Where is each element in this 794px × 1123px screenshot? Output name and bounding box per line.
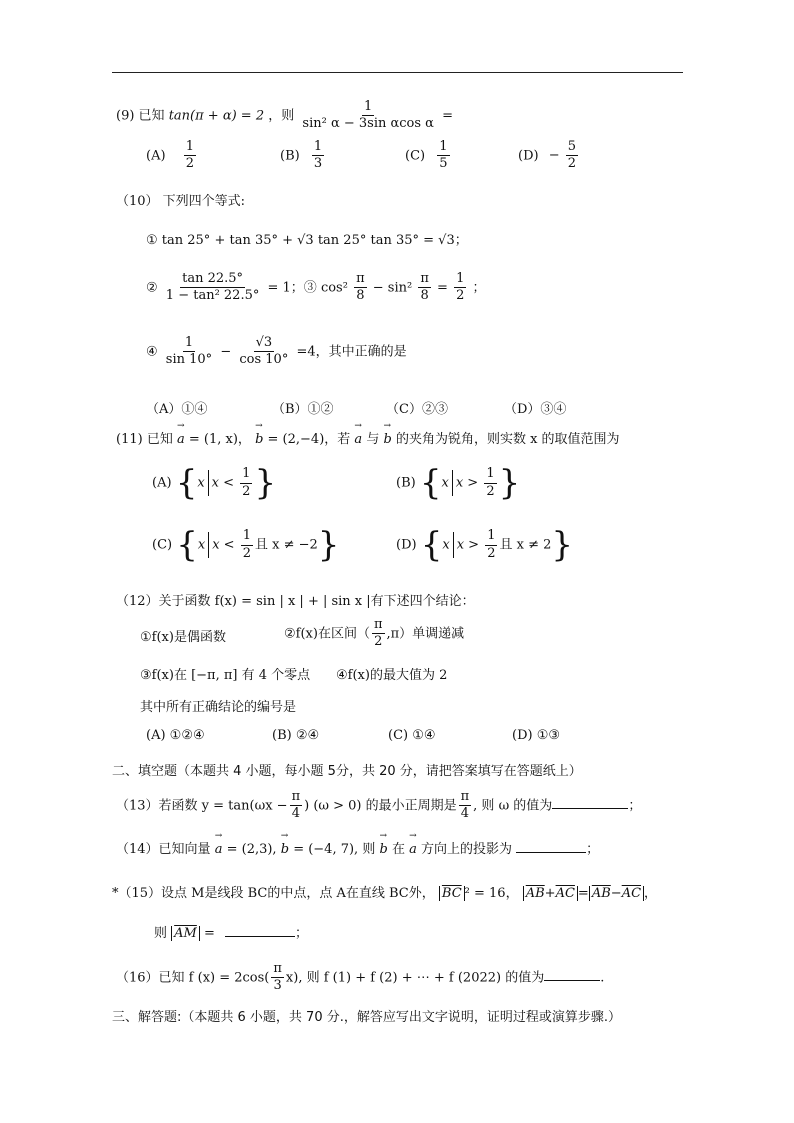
q10-eq3-rden: 2 [456,288,465,304]
q9-option-den: 2 [567,156,577,172]
q9-equals: = [442,108,454,124]
q10-eq3-result [454,272,466,304]
q9-option-num: 1 [184,140,196,156]
q16-frac [271,962,284,994]
q14-end: ； [586,842,600,857]
q11-option-label: (B) [396,475,416,491]
vector-b: → b [383,432,391,447]
q9-option-a [146,140,198,172]
set-variable: x [441,475,449,491]
q10-eq3-mid: − sin² [372,280,413,296]
answer-blank[interactable] [552,796,628,809]
q10-eq4-label: ④ [146,344,158,360]
q10-eq3-end: ； [472,280,486,296]
question-15-line-2 [154,922,308,941]
q10-eq2-num: tan 22.5° [180,272,245,288]
q9-option-label: (C) [405,148,426,164]
answer-blank[interactable] [225,924,295,937]
q9-option-num: 1 [312,140,324,156]
q13-den2: 4 [460,806,470,822]
question-11-stem [116,428,620,447]
section-2-heading: 二、填空题（本题共 4 小题，每小题 5分，共 20 分，请把答案填写在答题纸上） [112,764,582,779]
set-relation: x < [211,475,235,491]
q10-eq3-frac1 [354,272,367,304]
q16-a: （16）已知 f (x) = 2cos( [116,970,270,986]
q14-e: 方向上的投影为 [421,842,513,857]
set-den: 2 [486,483,495,499]
equals-sign: = [204,926,215,941]
vector-a: → a [177,432,185,447]
minus-sign: − [610,886,622,901]
vector-b: → b [255,432,263,447]
q16-end: . [600,970,605,986]
right-brace-icon: } [498,463,521,503]
q9-numerator: 1 [362,100,374,116]
set-bar [452,470,453,496]
q10-eq4-frac2 [237,336,290,368]
q15-comma: ， [644,886,658,901]
q13-frac2 [459,790,472,822]
q9-fraction [300,100,436,132]
q12-c2-num: π [372,618,385,634]
q10-eq3-equals: = [437,280,448,296]
q9-option-value [184,140,196,172]
set-den: 2 [242,545,251,561]
left-brace-icon: { [176,525,198,565]
vector-ab: $\overline{AB}$ [591,886,611,901]
vector-ac: $\overline{AC}$ [555,886,575,901]
question-10-stem: （10） 下列四个等式: [116,194,246,209]
q10-eq3-rnum: 1 [454,272,466,288]
q11-option-b [396,463,521,503]
q10-option-d: （D）③④ [504,402,567,417]
q14-c: = (−4, 7), 则 [293,842,376,857]
question-15-line-1 [112,882,657,901]
answer-blank[interactable] [516,840,586,853]
q9-option-label: (B) [280,148,300,164]
q13-c: , 则 ω 的值为 [473,798,553,814]
equals-sign: = [577,886,589,901]
right-brace-icon: } [551,525,574,565]
q12-option-d: (D) ①③ [512,728,561,743]
right-brace-icon: } [317,525,340,565]
q12-conclusion-3: ③f(x)在 [−π, π] 有 4 个零点 [140,668,311,683]
header-rule [112,72,683,73]
set-num: 1 [485,529,497,545]
q11-stem-b: = (1, x)， [188,432,251,447]
q10-eq4-minus: − [220,344,232,360]
q14-b: = (2,3), [226,842,277,857]
set-bar [453,532,454,558]
left-brace-icon: { [175,463,198,503]
set-variable: x [197,475,205,491]
q10-eq3-num: π [354,272,367,288]
q11-option-d [396,525,574,565]
q15-stem: *（15）设点 M是线段 BC的中点，点 A在直线 BC外， [112,886,435,901]
q10-option-b: （B）①② [272,402,334,417]
q9-option-num: 5 [566,140,578,156]
left-brace-icon: { [419,463,442,503]
q13-end: ； [628,798,642,814]
q10-eq4-frac1 [164,336,214,368]
vector-ab: $\overline{AB}$ [525,886,545,901]
q12-conclusion-1: ①f(x)是偶函数 [140,630,226,645]
q16-b: x), 则 f (1) + f (2) + ⋯ + f (2022) 的值为 [285,970,545,986]
q10-eq3-den: 8 [356,288,365,304]
vector-ac: $\overline{AC}$ [621,886,642,901]
q16-num: π [271,962,284,978]
q10-option-c: （C）②③ [386,402,448,417]
set-relation: x > [455,475,479,491]
sum-magnitude [523,886,578,901]
q9-comma: ，则 [268,108,295,124]
q10-eq4-den1: sin 10° [165,352,213,368]
q11-option-label: (A) [152,475,172,491]
q9-option-value [312,140,324,172]
right-brace-icon: } [254,463,277,503]
vector-b: → b [281,842,289,857]
q9-option-sign: − [548,148,560,164]
q10-eq2-fraction [164,272,262,304]
q10-eq4-num1: 1 [183,336,195,352]
q13-frac1 [290,790,303,822]
set-fraction [241,529,253,561]
q9-option-c [405,140,452,172]
q9-prefix: (9) 已知 [116,108,165,124]
q9-denominator: sin² α − 3sin αcos α [302,116,434,132]
q9-option-d [518,140,580,172]
set-variable: x [197,537,206,553]
q9-option-label: (A) [146,148,166,164]
plus-sign: + [544,886,556,901]
set-num: 1 [241,529,253,545]
vector-a: → a [354,432,362,447]
vector-am-magnitude: $\overline{AM}$ [171,926,200,941]
q9-option-den: 3 [313,156,323,172]
q10-option-a: （A）①④ [146,402,208,417]
q10-eq2-tail: = 1；③ cos² [267,280,348,296]
set-num: 1 [484,467,496,483]
set-extra: 且 x ≠ −2 [255,537,318,553]
set-relation: x < [212,537,235,553]
q10-eq2-den: 1 − tan² 22.5° [165,288,260,304]
set-extra: 且 x ≠ 2 [499,537,552,553]
section-3-heading: 三、解答题:（本题共 6 小题，共 70 分.，解答应写出文字说明，证明过程或演算步骤.） [112,1010,621,1025]
q12-c2-fraction [372,618,385,650]
q15-end: ； [295,926,309,941]
q12-option-a: (A) ①②④ [146,728,205,743]
q9-condition: tan(π + α) = 2 [168,108,265,124]
q10-eq4-num2: √3 [254,336,275,352]
q9-option-num: 1 [437,140,449,156]
set-bar [208,532,209,558]
q12-c2-b: ,π）单调递减 [386,626,465,642]
q12-conclusion-2 [284,618,464,650]
q10-eq3-num2: π [418,272,431,288]
question-9 [116,100,453,132]
q11-option-label: (D) [396,537,417,553]
vector-bc-magnitude: $\overline{BC}$ [439,886,465,901]
q10-equation-1: ① tan 25° + tan 35° + √3 tan 25° tan 35° = √3； [146,233,468,248]
q11-stem-c: = (2,−4)，若 [267,432,351,447]
vector-b: → b [379,842,387,857]
set-variable: x [442,537,450,553]
q10-eq2-label: ② [146,280,158,296]
set-relation: x > [456,537,480,553]
q9-option-value [437,140,449,172]
q9-option-b [280,140,326,172]
q13-num2: π [459,790,472,806]
q15-squared: ² = 16， [464,886,519,901]
question-16 [116,962,604,994]
q13-b: ) (ω > 0) 的最小正周期是 [304,798,457,814]
set-den: 2 [487,545,496,561]
q13-a: （13）若函数 y = tan(ωx − [116,798,288,814]
q10-equation-4 [146,336,407,368]
answer-blank[interactable] [544,968,600,981]
question-13 [116,790,641,822]
q11-option-label: (C) [152,537,173,553]
q11-stem-a: (11) 已知 [116,432,173,447]
q10-eq3-den2: 8 [420,288,429,304]
q10-eq3-frac2 [418,272,431,304]
q15-then: 则 [154,926,168,941]
set-den: 2 [242,483,251,499]
q9-option-label: (D) [518,148,539,164]
q13-den: 4 [291,806,300,822]
q12-option-c: (C) ①④ [388,728,436,743]
q13-num: π [290,790,303,806]
q12-c2-den: 2 [374,634,383,650]
vector-a: → a [409,842,417,857]
q12-conclusion-4: ④f(x)的最大值为 2 [336,668,448,683]
set-fraction [484,467,496,499]
difference-magnitude [589,886,644,901]
set-fraction [240,467,252,499]
vector-a: → a [215,842,223,857]
q11-stem-d: 与 [366,432,380,447]
q12-c2-a: ②f(x)在区间（ [284,626,370,642]
question-12-stem: （12）关于函数 f(x) = sin | x | + | sin x |有下述四个结论： [116,594,475,609]
q11-stem-e: 的夹角为锐角，则实数 x 的取值范围为 [395,432,620,447]
q12-option-b: (B) ②④ [272,728,320,743]
q9-option-den: 5 [439,156,448,172]
q16-den: 3 [273,978,282,994]
q12-question: 其中所有正确结论的编号是 [140,700,297,715]
q10-equation-2-3 [146,272,486,304]
q14-d: 在 [391,842,405,857]
q11-option-c [152,525,340,565]
set-fraction [485,529,497,561]
question-14 [116,838,599,857]
set-num: 1 [240,467,252,483]
q9-option-value [566,140,578,172]
set-bar [208,470,209,496]
q11-option-a [152,463,277,503]
q14-a: （14）已知向量 [116,842,211,857]
q10-eq4-den2: cos 10° [239,352,289,368]
left-brace-icon: { [420,525,443,565]
q10-eq4-tail: =4，其中正确的是 [296,344,407,360]
q9-option-den: 2 [185,156,194,172]
